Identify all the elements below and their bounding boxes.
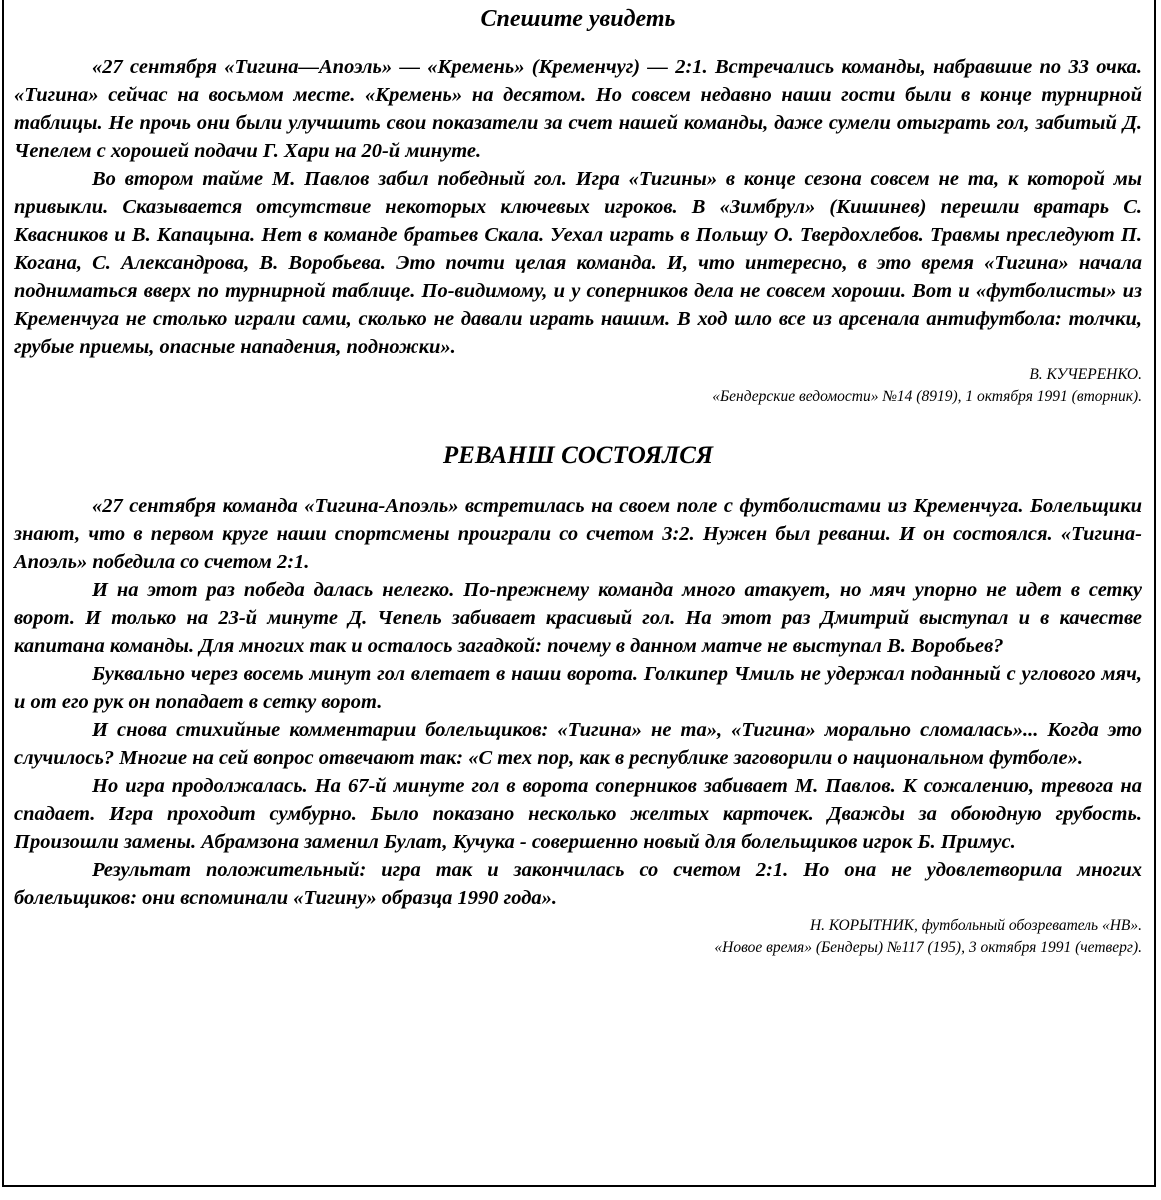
article-title: Спешите увидеть: [480, 6, 676, 32]
document-page: [2, 0, 1156, 1187]
article-title: РЕВАНШ СОСТОЯЛСЯ: [442, 442, 714, 469]
article-paragraph: Буквально через восемь минут гол влетает в наши ворота. Голкипер Чмиль не удержал поданный с углового мяч, и от его рук он попадает в сетку ворот.: [14, 663, 1142, 713]
article-paragraph: «27 сентября «Тигина—Апоэль» — «Кремень» (Кременчуг) — 2:1. Встречались команды, набравшие по 33 очка. «Тигина» сейчас на восьмом месте. «Кремень» на десятом. Но совсем недавно наши гости были в конце турнирной таблицы. Не прочь они были улучшить свои показатели за счет нашей команды, даже сумели отыграть гол, забитый Д. Чепелем с хорошей подачи Г. Хари на 20-й минуте.: [14, 56, 1142, 162]
article-source: «Бендерские ведомости» №14 (8919), 1 октября 1991 (вторник).: [712, 388, 1142, 405]
article-paragraph: Результат положительный: игра так и закончилась со счетом 2:1. Но она не удовлетворила многих болельщиков: они вспоминали «Тигину» образца 1990 года».: [14, 859, 1142, 909]
article-paragraph: И снова стихийные комментарии болельщиков: «Тигина» не та», «Тигина» морально сломалась»... Когда это случилось? Многие на сей вопрос отвечают так: «С тех пор, как в республике заговорили о национальном футболе».: [14, 719, 1142, 769]
article-speshite-uvidet: [4, 0, 1154, 408]
article-author: В. КУЧЕРЕНКО.: [1029, 366, 1142, 383]
article-paragraph: «27 сентября команда «Тигина-Апоэль» встретилась на своем поле с футболистами из Кременчуга. Болельщики знают, что в первом круге наши спортсмены проиграли со счетом 3:2. Нужен был реванш. И он состоялся. «Тигина-Апоэль» победила со счетом 2:1.: [14, 495, 1142, 573]
article-source: «Новое время» (Бендеры) №117 (195), 3 октября 1991 (четверг).: [714, 939, 1142, 956]
article-paragraph: И на этот раз победа далась нелегко. По-прежнему команда много атакует, но мяч упорно не идет в сетку ворот. И только на 23-й минуте Д. Чепель забивает красивый гол. На этот раз Дмитрий выступал и в качестве капитана команды. Для многих так и осталось загадкой: почему в данном матче не выступал В. Воробьев?: [14, 579, 1142, 657]
article-revansh-sostoyalsya: [4, 442, 1154, 959]
article-author: Н. КОРЫТНИК, футбольный обозреватель «НВ».: [809, 917, 1142, 934]
article-paragraph: Но игра продолжалась. На 67-й минуте гол в ворота соперников забивает М. Павлов. К сожалению, тревога на спадает. Игра проходит сумбурно. Было показано несколько желтых карточек. Дважды за обоюдную грубость. Произошли замены. Абрамзона заменил Булат, Кучука - совершенно новый для болельщиков игрок Б. Примус.: [14, 775, 1142, 853]
article-paragraph: Во втором тайме М. Павлов забил победный гол. Игра «Тигины» в конце сезона совсем не та, к которой мы привыкли. Сказывается отсутствие некоторых ключевых игроков. В «Зимбрул» (Кишинев) перешли вратарь С. Квасников и В. Капацына. Нет в команде братьев Скала. Уехал играть в Польшу О. Твердохлебов. Травмы преследуют П. Когана, С. Александрова, В. Воробьева. Это почти целая команда. И, что интересно, в это время «Тигина» начала подниматься вверх по турнирной таблице. По-видимому, и у соперников дела не совсем хороши. Вот и «футболисты» из Кременчуга не столько играли сами, сколько не давали играть нашим. В ход шло все из арсенала антифутбола: толчки, грубые приемы, опасные нападения, подножки».: [14, 168, 1142, 358]
